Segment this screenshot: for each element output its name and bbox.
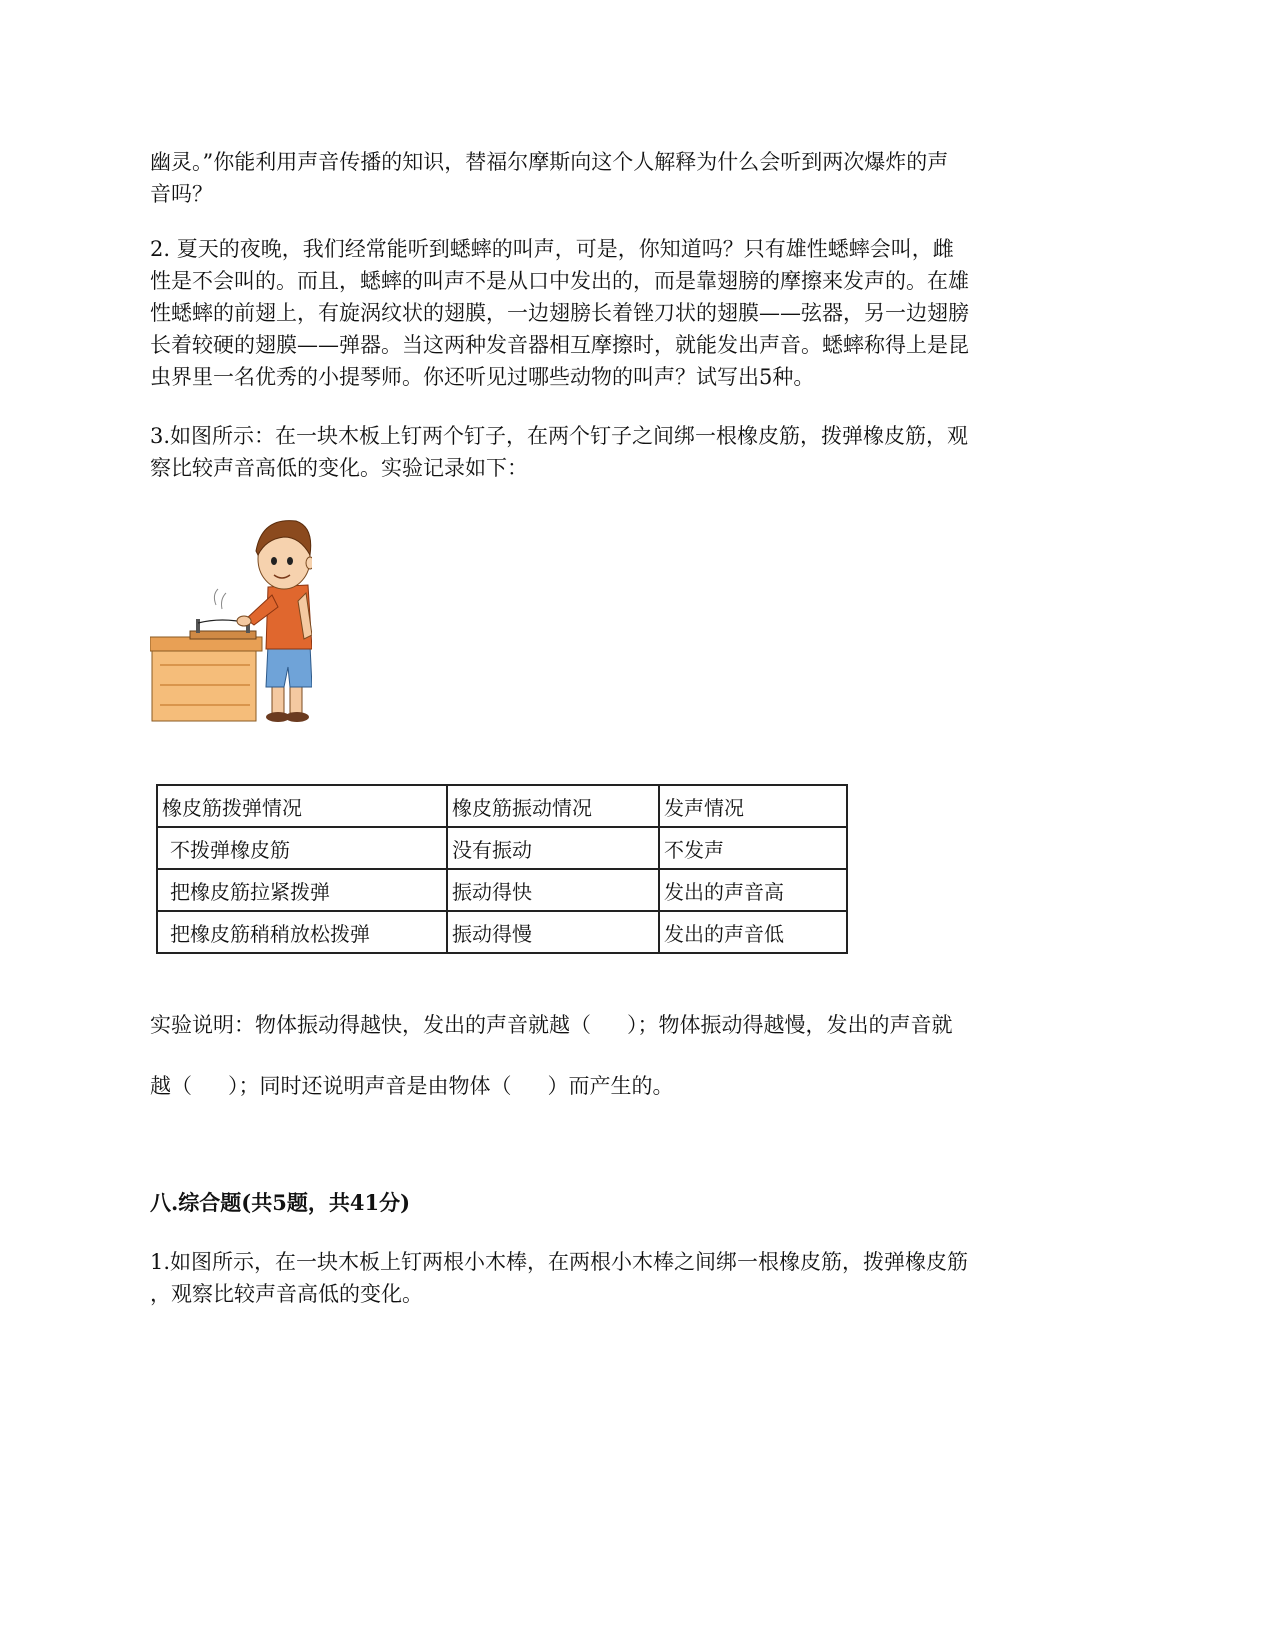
explanation-text: ）；物体振动得越慢，发出的声音就 [627, 1013, 953, 1037]
text-line [150, 1070, 1120, 1102]
section-8-question-1 [150, 1246, 1120, 1310]
table-cell: 不拨弹橡皮筋 [157, 827, 447, 869]
text-line: 2. 夏天的夜晚，我们经常能听到蟋蟀的叫声，可是，你知道吗？只有雄性蟋蟀会叫，雌 [150, 237, 954, 261]
explanation-text: ）；同时还说明声音是由物体（ [228, 1074, 512, 1098]
text-line: 音吗？ [150, 182, 213, 206]
table-cell: 把橡皮筋拉紧拨弹 [157, 869, 447, 911]
table-cell: 把橡皮筋稍稍放松拨弹 [157, 911, 447, 953]
table-header-cell: 橡皮筋振动情况 [447, 785, 659, 827]
explanation-text: 实验说明：物体振动得越快，发出的声音就越（ [150, 1013, 591, 1037]
table-cell: 不发声 [659, 827, 847, 869]
table-row [157, 827, 847, 869]
table-header-row [157, 785, 847, 827]
table-cell: 振动得快 [447, 869, 659, 911]
text-line: 察比较声音高低的变化。实验记录如下： [150, 456, 528, 480]
text-line: 长着较硬的翅膜——弹器。当这两种发音器相互摩擦时，就能发出声音。蟋蟀称得上是昆 [150, 333, 969, 357]
question-3 [150, 420, 1120, 484]
explanation-text: ）而产生的。 [547, 1074, 674, 1098]
experiment-record-table [156, 784, 848, 954]
experiment-explanation [150, 1009, 1120, 1041]
question-1-tail [150, 146, 1120, 210]
table-cell: 振动得慢 [447, 911, 659, 953]
table-header-cell: 发声情况 [659, 785, 847, 827]
table-row [157, 911, 847, 953]
table-cell: 发出的声音低 [659, 911, 847, 953]
text-line: ，观察比较声音高低的变化。 [150, 1282, 423, 1306]
explanation-text: 越（ [150, 1074, 192, 1098]
text-line: 性是不会叫的。而且，蟋蟀的叫声不是从口中发出的，而是靠翅膀的摩擦来发声的。在雄 [150, 269, 969, 293]
text-line [150, 1009, 1120, 1041]
boy-plucking-rubber-band-illustration [150, 515, 312, 725]
text-line: 1.如图所示，在一块木板上钉两根小木棒，在两根小木棒之间绑一根橡皮筋，拨弹橡皮筋 [150, 1250, 969, 1274]
text-line: 幽灵。”你能利用声音传播的知识，替福尔摩斯向这个人解释为什么会听到两次爆炸的声 [150, 150, 949, 174]
table-header-cell: 橡皮筋拨弹情况 [157, 785, 447, 827]
text-line: 3.如图所示：在一块木板上钉两个钉子，在两个钉子之间绑一根橡皮筋，拨弹橡皮筋，观 [150, 424, 969, 448]
table-row [157, 869, 847, 911]
question-2 [150, 233, 1120, 393]
table-cell: 没有振动 [447, 827, 659, 869]
text-line: 性蟋蟀的前翅上，有旋涡纹状的翅膜，一边翅膀长着锉刀状的翅膜——弦器，另一边翅膀 [150, 301, 969, 325]
experiment-explanation-cont [150, 1070, 1120, 1102]
text-line: 虫界里一名优秀的小提琴师。你还听见过哪些动物的叫声？试写出5种。 [150, 365, 815, 389]
table-cell: 发出的声音高 [659, 869, 847, 911]
section-heading: 八.综合题(共5题，共41分) [150, 1190, 411, 1215]
